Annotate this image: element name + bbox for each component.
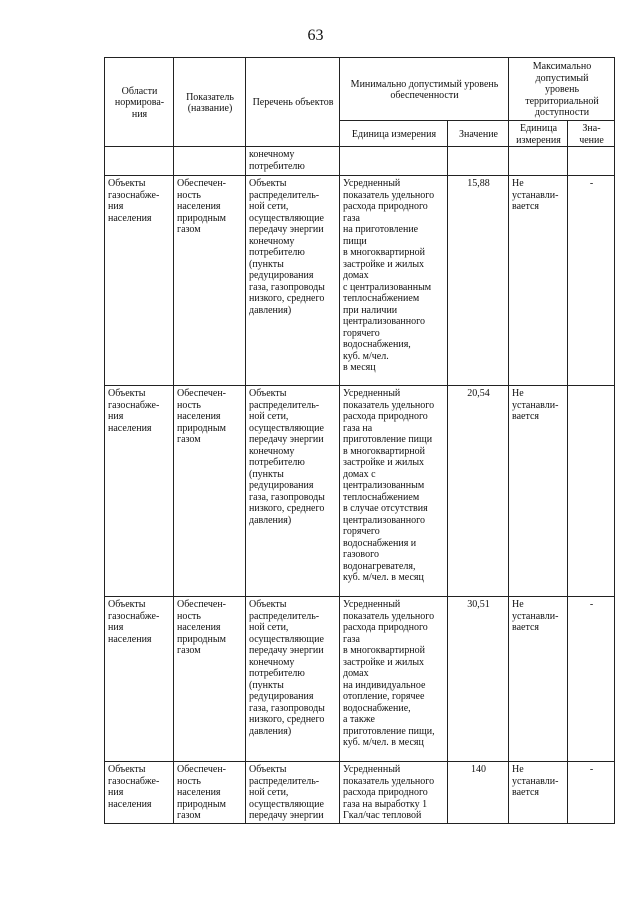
cell-value: 20,54 — [448, 386, 509, 597]
header-unit: Единица измерения — [340, 121, 448, 147]
cell-area: Объекты газоснабже- ния населения — [105, 176, 174, 386]
cell-max-unit: Не устанавли- вается — [509, 176, 568, 386]
cell-indicator: Обеспечен- ность населения природным газом — [174, 762, 246, 824]
cell-max-unit: Не устанавли- вается — [509, 597, 568, 762]
norms-table — [104, 57, 615, 824]
cell-max-value — [568, 386, 615, 597]
table-row — [105, 597, 615, 762]
cell-indicator: Обеспечен- ность населения природным газом — [174, 597, 246, 762]
cell-indicator: Обеспечен- ность населения природным газом — [174, 176, 246, 386]
cell-unit: Усредненный показатель удельного расхода природного газа на приготовление пищи в многоквартирной застройке и жилых домах с централизованным теплоснабжением при наличии централизованного горячего водоснабжения, куб. м/чел. в месяц — [340, 176, 448, 386]
table-row — [105, 762, 615, 824]
cell-area: Объекты газоснабже- ния населения — [105, 386, 174, 597]
cell-objects: конечному потребителю — [246, 147, 340, 176]
header-area: Области нормирова- ния — [105, 58, 174, 147]
cell-indicator — [174, 147, 246, 176]
cell-max-unit: Не устанавли- вается — [509, 386, 568, 597]
cell-value: 140 — [448, 762, 509, 824]
cell-value: 30,51 — [448, 597, 509, 762]
cell-max-unit — [509, 147, 568, 176]
cell-objects: Объекты распределитель- ной сети, осуществляющие передачу энергии конечному потребителю (пункты редуцирования газа, газопроводы низкого, среднего давления) — [246, 597, 340, 762]
header-value: Значение — [448, 121, 509, 147]
cell-max-value: - — [568, 176, 615, 386]
cell-objects: Объекты распределитель- ной сети, осуществляющие передачу энергии — [246, 762, 340, 824]
header-max-unit: Единица измерения — [509, 121, 568, 147]
header-max-level: Максимально допустимый уровень территориальной доступности — [509, 58, 615, 121]
cell-indicator: Обеспечен- ность населения природным газом — [174, 386, 246, 597]
cell-unit: Усредненный показатель удельного расхода природного газа в многоквартирной застройке и жилых домах на индивидуальное отопление, горячее водоснабжение, а также приготовление пищи, куб. м/чел. в месяц — [340, 597, 448, 762]
cell-value: 15,88 — [448, 176, 509, 386]
table-row — [105, 176, 615, 386]
header-indicator: Показатель (название) — [174, 58, 246, 147]
table-row — [105, 386, 615, 597]
cell-max-value: - — [568, 762, 615, 824]
cell-area: Объекты газоснабже- ния населения — [105, 597, 174, 762]
cell-area: Объекты газоснабже- ния населения — [105, 762, 174, 824]
table-row-continuation — [105, 147, 615, 176]
page-number: 63 — [307, 27, 324, 44]
header-objects: Перечень объектов — [246, 58, 340, 147]
header-row — [105, 58, 615, 121]
cell-area — [105, 147, 174, 176]
cell-objects: Объекты распределитель- ной сети, осуществляющие передачу энергии конечному потребителю (пункты редуцирования газа, газопроводы низкого, среднего давления) — [246, 386, 340, 597]
cell-max-value: - — [568, 597, 615, 762]
header-min-level: Минимально допустимый уровень обеспеченности — [340, 58, 509, 121]
cell-unit: Усредненный показатель удельного расхода природного газа на приготовление пищи в многоквартирной застройке и жилых домах с централизованным теплоснабжением в случае отсутствия централизованного горячего водоснабжения и газового водонагревателя, куб. м/чел. в месяц — [340, 386, 448, 597]
cell-unit — [340, 147, 448, 176]
cell-max-value — [568, 147, 615, 176]
cell-unit: Усредненный показатель удельного расхода природного газа на выработку 1 Гкал/час тепловой — [340, 762, 448, 824]
cell-max-unit: Не устанавли- вается — [509, 762, 568, 824]
cell-objects: Объекты распределитель- ной сети, осуществляющие передачу энергии конечному потребителю (пункты редуцирования газа, газопроводы низкого, среднего давления) — [246, 176, 340, 386]
header-max-value: Зна- чение — [568, 121, 615, 147]
cell-value — [448, 147, 509, 176]
